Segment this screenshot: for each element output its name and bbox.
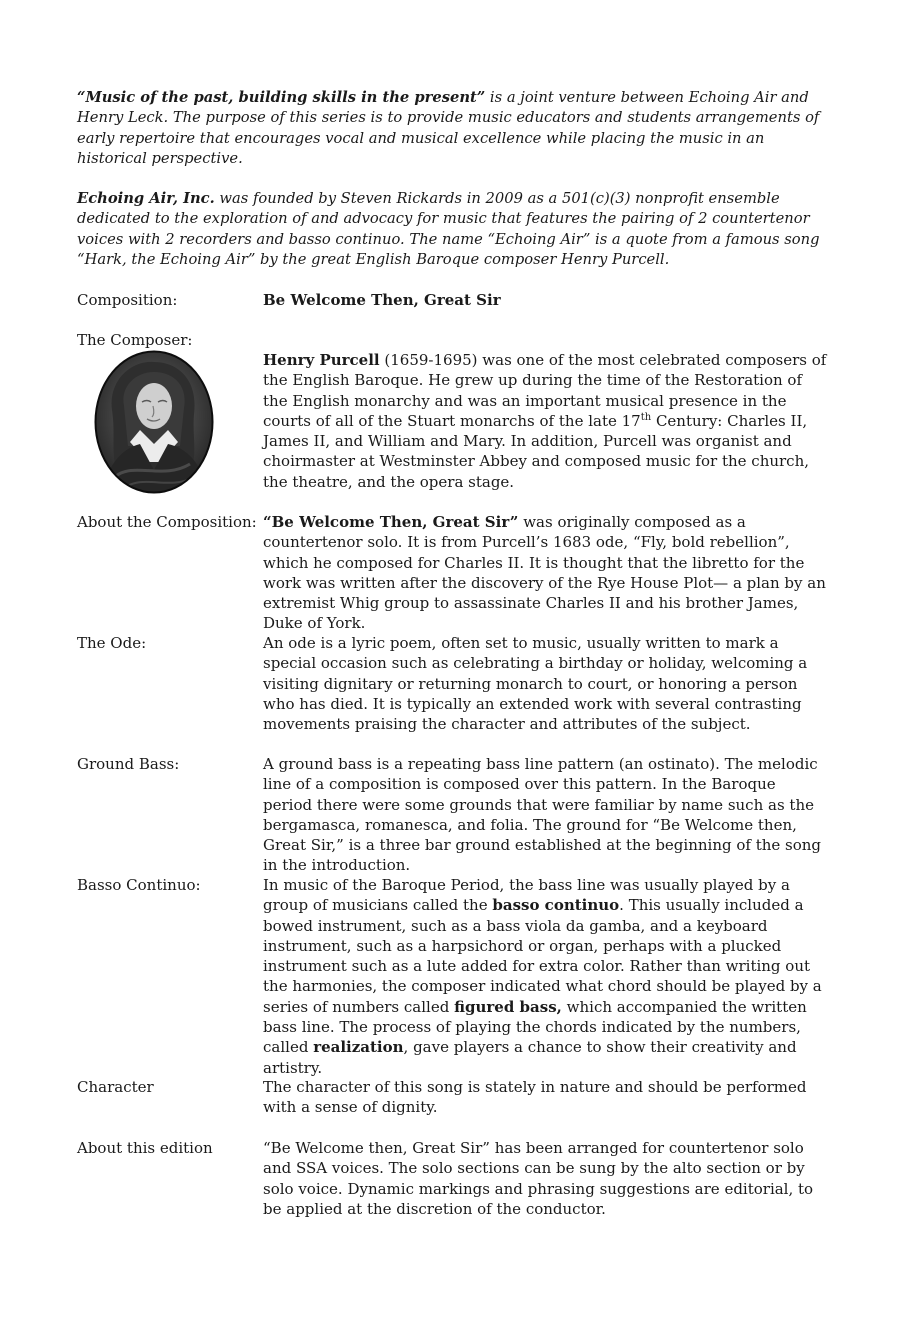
composer-bio-part-2: Century: Charles II, James II, and William and Mary. In addition, Purcell was organist and choirmaster at Westminster Abbey and composed music for the church, the theatre, and the opera stage. [263,411,810,491]
about-composition-body: was originally composed as a countertenor solo. It is from Purcell’s 1683 ode, “Fly, bold rebellion”, which he composed for Charles II. It is thought that the libretto for the work was written after the discovery of the Rye House Plot— a plan by an extremist Whig group to assassinate Charles II and his brother James, Duke of York. [263,513,826,633]
basso-continuo-label: Basso Continuo: [77,876,201,894]
composition-label: Composition: [77,291,178,309]
about-composition-text [263,512,829,634]
series-title: “Music of the past, building skills in the present” [77,89,486,106]
about-composition-label: About the Composition: [77,513,257,531]
basso-text-part-1: In music of the Baroque Period, the bass line was usually played by a group of musicians called the [263,876,790,915]
basso-text-part-2: . This usually included a bowed instrument, such as a bass viola da gamba, and a keyboard instrument, such as a harpsichord or organ, perhaps with a plucked instrument such as a lute added for extra color. Rather than writing out the harmonies, the composer indicated what chord should be played by a series of numbers called [263,896,822,1016]
term-figured-bass: figured bass, [454,997,562,1016]
edition-text: “Be Welcome then, Great Sir” has been arranged for countertenor solo and SSA voices. The solo sections can be sung by the alto section or by solo voice. Dynamic markings and phrasing suggestions are editorial, to be applied at the discretion of the conductor. [263,1139,814,1218]
character-text: The character of this song is stately in nature and should be performed with a sense of dignity. [263,1078,807,1117]
composition-title: Be Welcome Then, Great Sir [263,291,501,309]
composer-name: Henry Purcell [263,351,380,369]
organization-name: Echoing Air, Inc. [77,190,215,207]
composer-description [263,350,829,492]
intro-paragraph-series [77,88,829,169]
composer-label: The Composer: [77,331,193,349]
composer-bio-part-1: (1659-1695) was one of the most celebrated composers of the English Baroque. He grew up during the time of the Restoration of the English monarchy and was an important musical presence in the courts of all of the Stuart monarchs of the late 17 [263,351,827,430]
composer-portrait-image [94,350,214,494]
character-label: Character [77,1078,154,1096]
series-description: is a joint venture between Echoing Air and Henry Leck. The purpose of this series is to provide music educators and students arrangements of early repertoire that encourages vocal and musical excellence while placing the music in an historical perspective. [77,89,820,167]
edition-label: About this edition [77,1139,213,1157]
ground-bass-label: Ground Bass: [77,755,180,773]
ordinal-superscript: th [640,411,652,423]
ground-bass-text: A ground bass is a repeating bass line pattern (an ostinato). The melodic line of a composition is composed over this pattern. In the Baroque period there were some grounds that were familiar by name such as the bergamasca, romanesca, and folia. The ground for “Be Welcome then, Great Sir,” is a three bar ground established at the beginning of the song in the introduction. [263,755,822,875]
ode-label: The Ode: [77,634,147,652]
term-realization: realization [313,1038,404,1057]
ode-text: An ode is a lyric poem, often set to music, usually written to mark a special occasion such as celebrating a birthday or holiday, welcoming a visiting dignitary or returning monarch to court, or honoring a person who has died. It is typically an extended work with several contrasting movements praising the character and attributes of the subject. [263,634,808,734]
basso-continuo-text [263,875,829,1078]
work-title: “Be Welcome Then, Great Sir” [263,513,519,531]
composition-content [263,290,829,310]
intro-paragraph-echoing-air [77,189,829,270]
organization-description: was founded by Steven Rickards in 2009 as a 501(c)(3) nonprofit ensemble dedicated to the exploration of and advocacy for music that features the pairing of 2 countertenor voices with 2 recorders and basso continuo. The name “Echoing Air” is a quote from a famous song “Hark, the Echoing Air” by the great English Baroque composer Henry Purcell. [77,190,820,268]
term-basso-continuo: basso continuo [492,896,620,915]
basso-text-part-4: , gave players a chance to show their creativity and artistry. [263,1038,797,1077]
basso-text-part-3: which accompanied the written bass line. The process of playing the chords indicated by the numbers, called [263,997,807,1057]
